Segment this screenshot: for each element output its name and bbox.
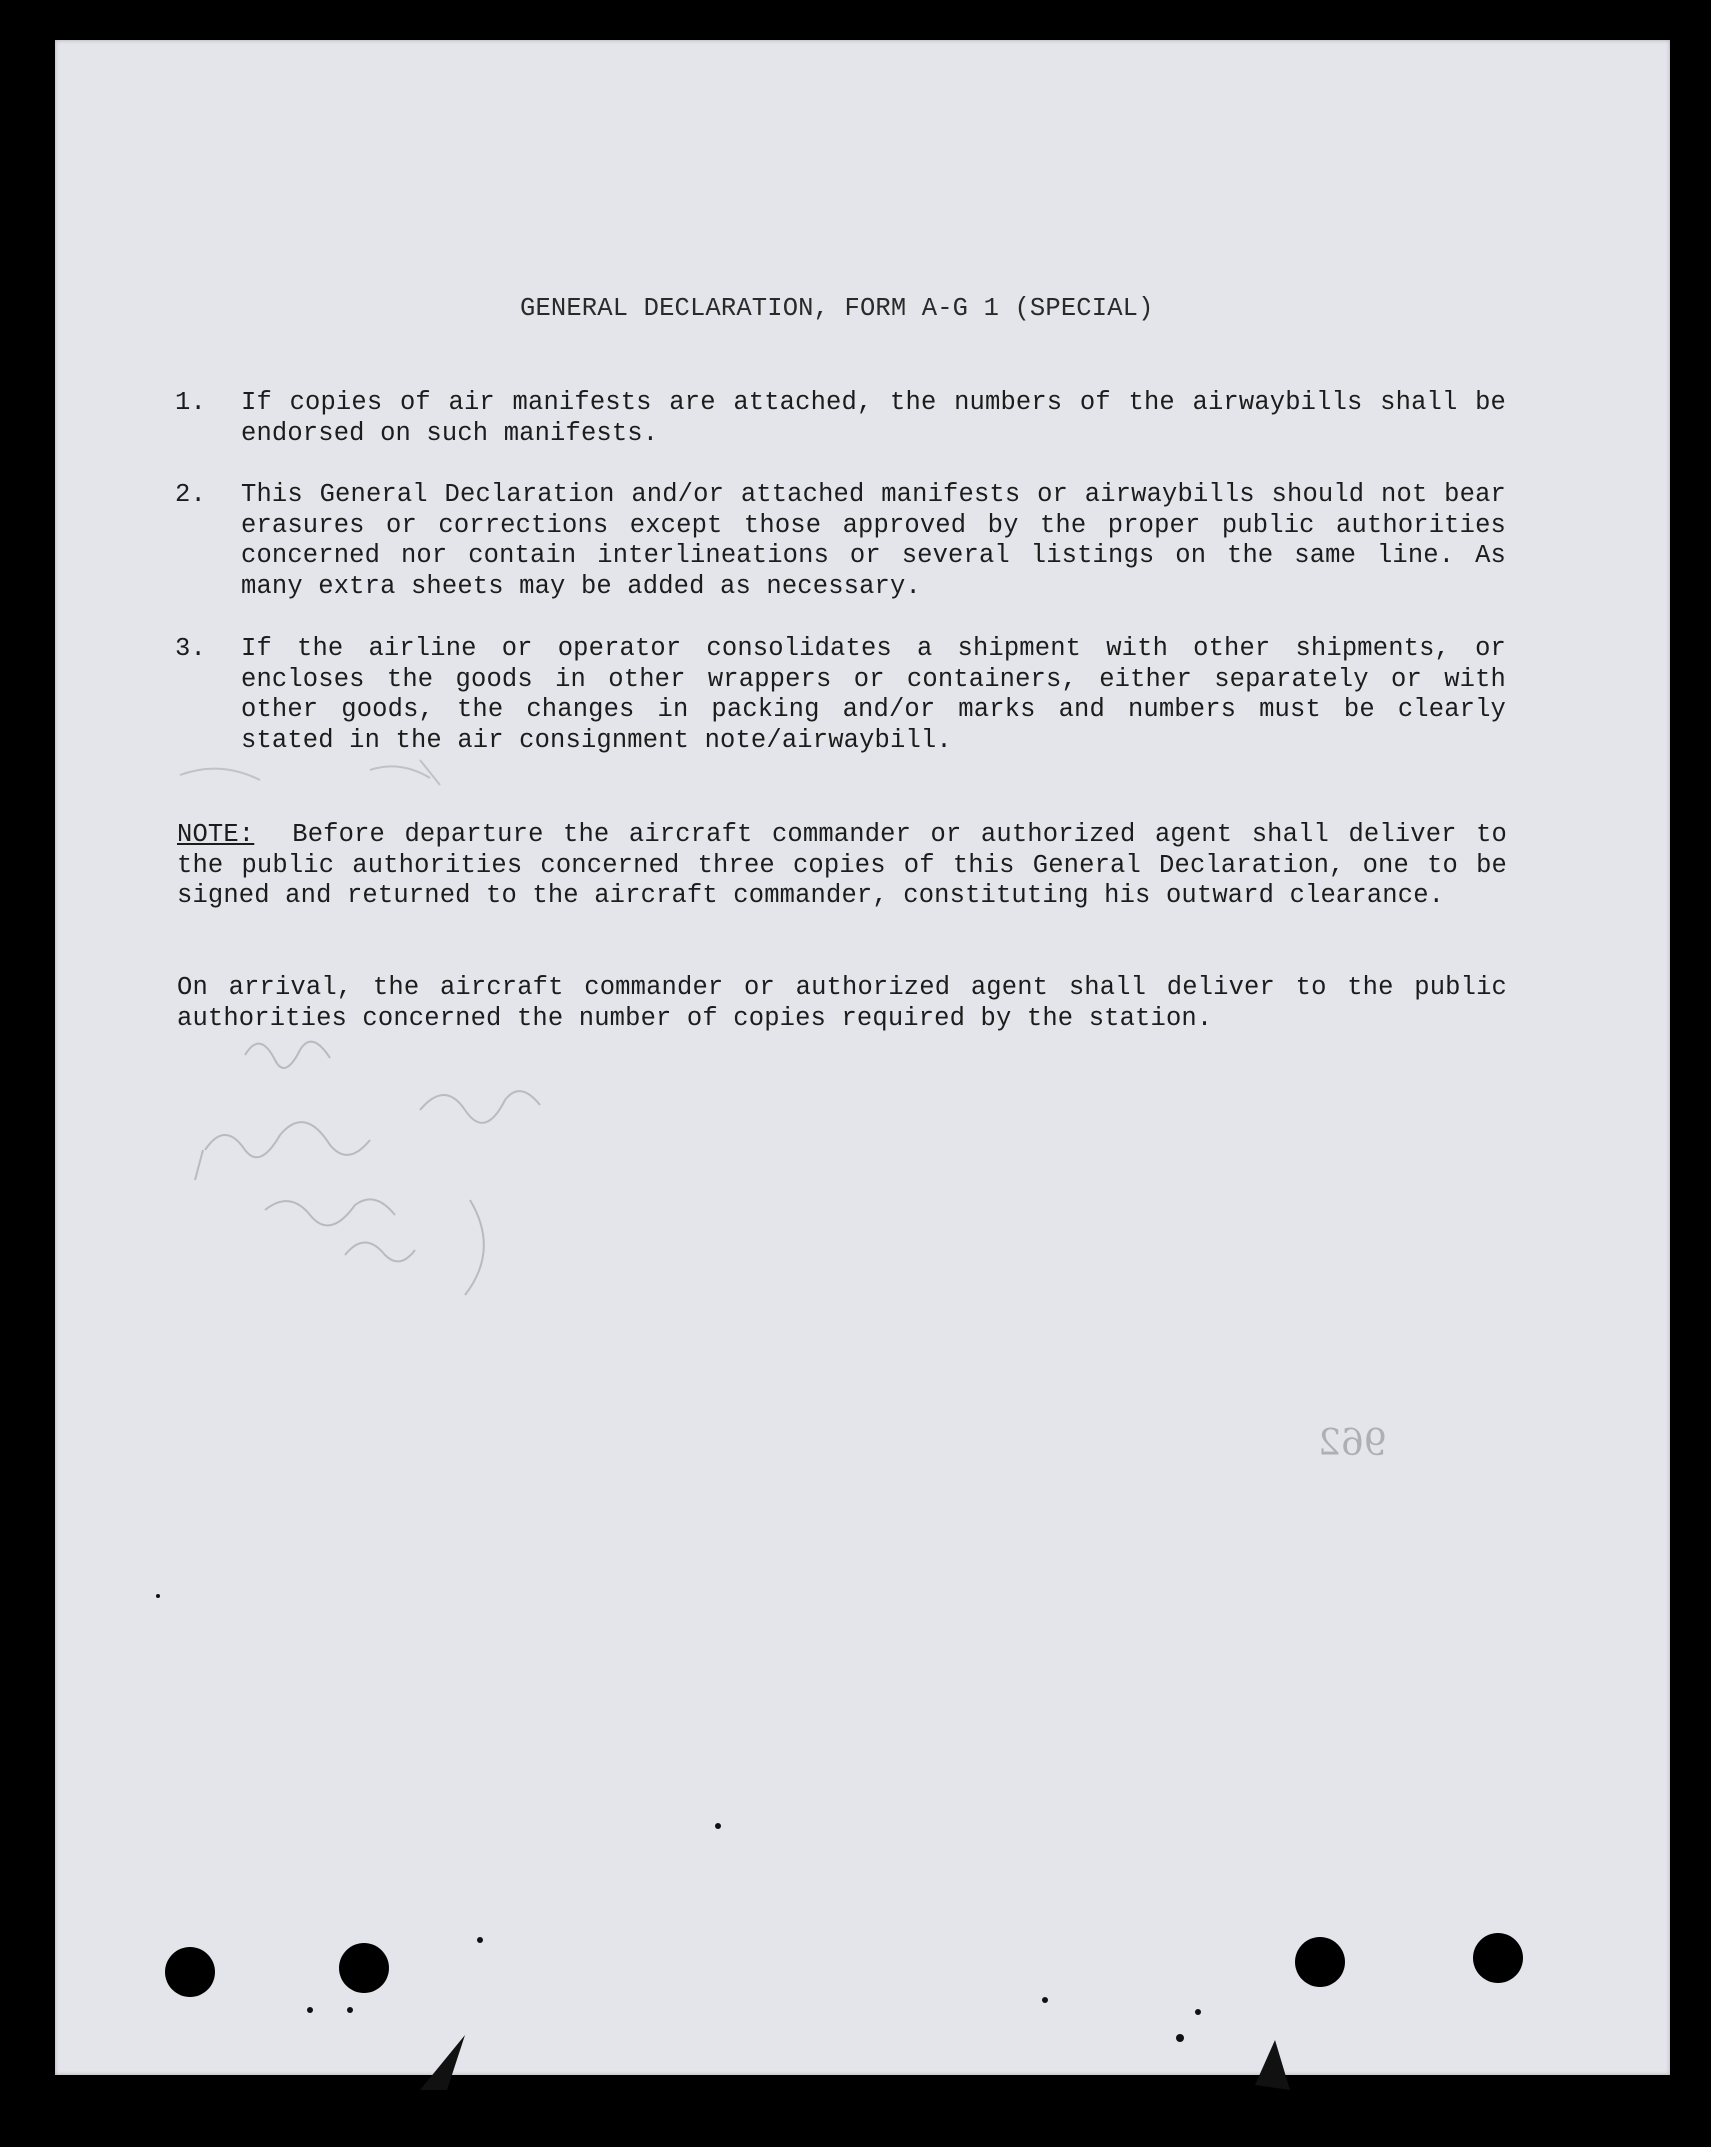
paper-sheet [55, 40, 1670, 2075]
note-text: Before departure the aircraft commander or authorized agent shall deliver to the public authorities concerned three copies of this General Declaration, one to be signed and returned to the aircraft commander, constituting his outward clearance. [177, 820, 1507, 910]
item-1-number: 1. [175, 388, 206, 417]
note-paragraph [177, 820, 1507, 912]
arrival-paragraph: On arrival, the aircraft commander or authorized agent shall deliver to the public authorities concerned the number of copies required by the station. [177, 973, 1507, 1033]
item-2-text: This General Declaration and/or attached manifests or airwaybills should not bear erasures or corrections except those approved by the proper public authorities concerned nor contain interlineations or several listings on the same line. As many extra sheets may be added as necessary. [241, 480, 1506, 601]
document-title: GENERAL DECLARATION, FORM A-G 1 (SPECIAL) [520, 294, 1154, 323]
item-3-number: 3. [175, 634, 206, 663]
item-1-text: If copies of air manifests are attached, the numbers of the airwaybills shall be endorsed on such manifests. [241, 388, 1506, 448]
stamp-mark: 962 [1318, 1423, 1387, 1464]
item-3-text: If the airline or operator consolidates a shipment with other shipments, or encloses the goods in other wrappers or containers, either separately or with other goods, the changes in packing and/or marks and numbers must be clearly stated in the air consignment note/airwaybill. [241, 634, 1506, 755]
item-2-number: 2. [175, 480, 206, 509]
note-label: NOTE: [177, 820, 255, 849]
